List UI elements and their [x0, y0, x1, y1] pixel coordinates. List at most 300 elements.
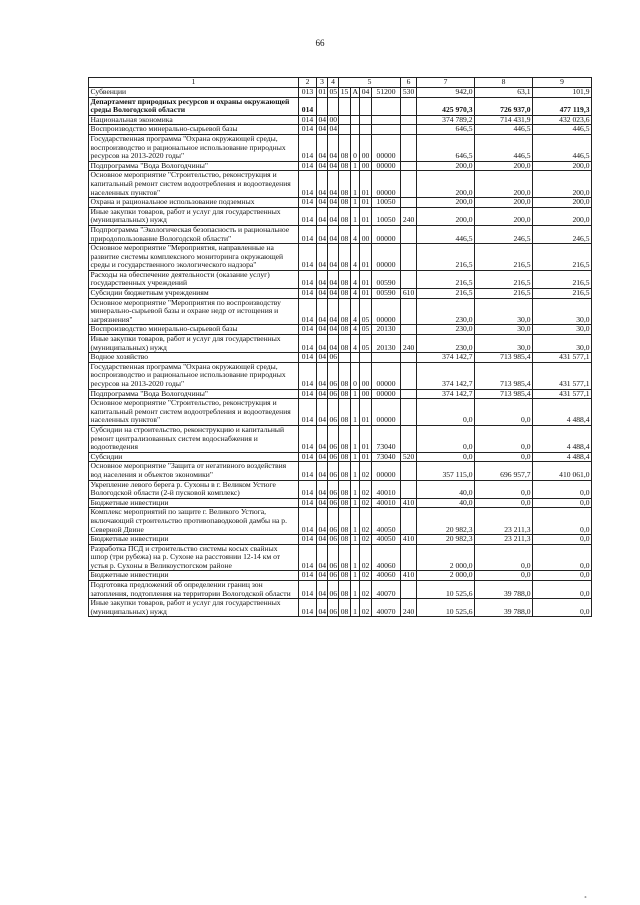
cell-b: 1 [351, 480, 360, 498]
cell-d: 00000 [372, 462, 401, 480]
cell-v1: 446,5 [417, 225, 475, 243]
scan-mark: ∘ [584, 895, 587, 901]
cell-v1: 2 000,0 [417, 571, 475, 581]
cell-v2: 216,5 [475, 270, 533, 288]
cell-b: 1 [351, 535, 360, 545]
cell-a: 08 [339, 581, 351, 599]
cell-p: 06 [328, 599, 339, 617]
cell-vr: 530 [401, 88, 417, 98]
table-row [89, 452, 592, 462]
cell-d: 40070 [372, 599, 401, 617]
cell-c: 01 [360, 207, 372, 225]
cell-d [372, 353, 401, 363]
cell-c: 01 [360, 425, 372, 452]
cell-a: 08 [339, 498, 351, 508]
cell-vr: 610 [401, 289, 417, 299]
cell-b: 1 [351, 198, 360, 208]
cell-v2: 713 985,4 [475, 389, 533, 399]
cell-a: 08 [339, 198, 351, 208]
table-row [89, 353, 592, 363]
cell-v1: 200,0 [417, 171, 475, 198]
cell-name: Субвенции [89, 88, 299, 98]
cell-d [372, 115, 401, 125]
cell-v3: 446,5 [533, 134, 592, 161]
cell-c: 02 [360, 599, 372, 617]
cell-c: 01 [360, 171, 372, 198]
cell-v1: 216,5 [417, 244, 475, 271]
cell-p: 04 [328, 270, 339, 288]
table-row [89, 425, 592, 452]
cell-v2: 0,0 [475, 480, 533, 498]
cell-p: 06 [329, 498, 338, 507]
cell-r: 04 [318, 389, 327, 398]
cell-v3: 477 119,3 [533, 97, 592, 115]
cell-p: 04 [328, 134, 339, 161]
cell-a: 08 [339, 599, 351, 617]
cell-v3: 216,5 [533, 270, 592, 288]
cell-g: 014 [299, 207, 317, 225]
cell-c [360, 353, 372, 363]
table-row [89, 599, 592, 617]
cell-a: 08 [339, 452, 351, 462]
cell-c: 05 [360, 298, 372, 325]
cell-a [339, 353, 351, 363]
cell-v1: 20 982,3 [417, 535, 475, 545]
cell-vr [401, 161, 417, 171]
cell-c: 02 [360, 498, 372, 508]
cell-v2: 0,0 [475, 399, 533, 426]
cell-r: 04 [318, 161, 327, 170]
cell-v1: 200,0 [417, 207, 475, 225]
table-row [89, 270, 592, 288]
cell-v1: 40,0 [417, 498, 475, 508]
cell-a: 08 [339, 544, 351, 571]
cell-g: 014 [299, 571, 317, 581]
cell-v2: 23 211,3 [475, 508, 533, 535]
cell-b: 1 [351, 462, 360, 480]
cell-name: Государственная программа "Охрана окружающей среды, воспроизводство и рациональное использование природных ресурсов на 2013-2020 годы" [89, 362, 299, 389]
cell-p: 04 [328, 171, 339, 198]
table-row [89, 88, 592, 98]
cell-v3: 30,0 [533, 325, 592, 335]
table-row [89, 399, 592, 426]
cell-p: 06 [328, 581, 339, 599]
cell-v2: 0,0 [475, 544, 533, 571]
table-row [89, 207, 592, 225]
header-cell: 6 [401, 78, 417, 88]
cell-v1: 0,0 [417, 452, 475, 462]
cell-v2: 63,1 [475, 88, 533, 98]
table-body [89, 88, 592, 617]
cell-a: 08 [339, 571, 351, 581]
cell-vr [401, 125, 417, 135]
cell-b [351, 97, 360, 115]
cell-g: 014 [299, 425, 317, 452]
cell-c: 00 [360, 362, 372, 389]
cell-d: 00000 [372, 225, 401, 243]
cell-v1: 646,5 [417, 125, 475, 135]
budget-table-container [88, 77, 591, 617]
cell-r: 04 [318, 570, 327, 580]
cell-a: 08 [339, 508, 351, 535]
budget-table [88, 77, 592, 617]
cell-name: Основное мероприятие "Мероприятия по воспроизводству минерально-сырьевой базы и охране недр от истощения и загрязнения" [89, 298, 299, 325]
table-row [89, 535, 592, 545]
cell-name: Субсидии бюджетным учреждениям [89, 289, 299, 299]
cell-name: Охрана и рациональное использование подземных [89, 198, 299, 208]
cell-g: 014 [299, 244, 317, 271]
cell-d: 20130 [372, 335, 401, 353]
cell-p: 04 [329, 324, 338, 334]
cell-c [360, 115, 372, 125]
cell-r: 04 [318, 197, 327, 207]
header-row [89, 78, 592, 88]
page-number: 66 [315, 38, 325, 48]
cell-r: 04 [317, 298, 328, 325]
cell-v2: 200,0 [475, 171, 533, 198]
cell-r: 04 [317, 134, 328, 161]
cell-p: 06 [328, 508, 339, 535]
cell-c: 02 [360, 480, 372, 498]
cell-vr [401, 389, 417, 399]
cell-v3: 0,0 [533, 581, 592, 599]
cell-name: Основное мероприятие "Строительство, реконструкция и капитальный ремонт систем водоотребления и водоотведения населенных пунктов" [89, 171, 299, 198]
cell-d: 00000 [372, 399, 401, 426]
cell-r: 04 [317, 171, 328, 198]
cell-d [372, 125, 401, 135]
cell-v3: 431 577,1 [533, 353, 592, 363]
cell-v1: 230,0 [417, 298, 475, 325]
cell-v2: 446,5 [475, 134, 533, 161]
cell-v2: 39 788,0 [475, 599, 533, 617]
cell-d: 40060 [372, 571, 401, 581]
cell-v2: 714 431,9 [475, 115, 533, 125]
cell-a: 08 [339, 425, 351, 452]
cell-b: 1 [351, 544, 360, 571]
cell-v2: 713 985,4 [475, 353, 533, 363]
cell-d: 40010 [372, 480, 401, 498]
cell-v2: 246,5 [475, 225, 533, 243]
cell-v2: 30,0 [475, 298, 533, 325]
cell-v1: 230,0 [417, 335, 475, 353]
header-cell: 4 [328, 78, 339, 88]
cell-g: 014 [299, 270, 317, 288]
cell-vr [401, 462, 417, 480]
cell-g: 014 [299, 462, 317, 480]
cell-d: 10050 [372, 198, 401, 208]
cell-vr [401, 544, 417, 571]
cell-p: 06 [329, 570, 338, 580]
cell-a: 08 [339, 480, 351, 498]
cell-name: Департамент природных ресурсов и охраны окружающей среды Вологодской области [89, 97, 299, 115]
cell-v1: 374 142,7 [417, 362, 475, 389]
cell-v2: 200,0 [475, 198, 533, 208]
cell-name: Иные закупки товаров, работ и услуг для государственных (муниципальных) нужд [89, 599, 299, 617]
cell-b: 1 [351, 161, 360, 171]
cell-name: Расходы на обеспечение деятельности (оказание услуг) государственных учреждений [89, 270, 299, 288]
cell-name: Укрепление левого берега р. Сухоны в г. Великом Устюге Вологодской области (2-й пусковой комплекс) [89, 480, 299, 498]
cell-name: Субсидии [89, 452, 299, 462]
table-row [89, 97, 592, 115]
cell-a: 08 [339, 389, 351, 399]
cell-g: 014 [299, 480, 317, 498]
cell-vr [401, 270, 417, 288]
cell-b: 1 [351, 508, 360, 535]
cell-b: 1 [351, 581, 360, 599]
cell-r: 04 [318, 498, 327, 507]
cell-r: 04 [317, 225, 328, 243]
cell-v1: 374 142,7 [417, 389, 475, 399]
cell-g: 014 [299, 161, 317, 171]
cell-c: 02 [360, 544, 372, 571]
cell-r: 04 [317, 480, 328, 498]
cell-b: 4 [351, 289, 360, 299]
cell-v1: 10 525,6 [417, 581, 475, 599]
cell-p: 04 [329, 197, 338, 207]
cell-vr: 410 [401, 571, 417, 581]
cell-b [351, 125, 360, 135]
cell-v3: 200,0 [533, 207, 592, 225]
cell-g: 014 [299, 399, 317, 426]
table-row [89, 581, 592, 599]
cell-v1: 230,0 [417, 325, 475, 335]
table-row [89, 134, 592, 161]
cell-b: 0 [351, 134, 360, 161]
table-row [89, 125, 592, 135]
cell-p: 06 [329, 534, 338, 544]
cell-v3: 0,0 [533, 508, 592, 535]
cell-v2: 30,0 [475, 325, 533, 335]
cell-p: 06 [328, 462, 339, 480]
cell-r: 04 [318, 115, 327, 124]
cell-d: 40070 [372, 581, 401, 599]
cell-v2: 216,5 [475, 244, 533, 271]
cell-name: Разработка ПСД и строительство системы косых свайных шпор (три рубежа) на р. Сухоне на расстоянии 12-14 км от устья р. Сухоны в Великоустюгском районе [89, 544, 299, 571]
cell-p: 06 [329, 352, 338, 362]
cell-p: 04 [328, 244, 339, 271]
cell-r: 04 [318, 452, 327, 461]
cell-vr [401, 134, 417, 161]
cell-p: 04 [328, 298, 339, 325]
cell-d: 20130 [372, 325, 401, 335]
cell-c: 01 [360, 270, 372, 288]
cell-p [328, 97, 339, 115]
cell-a: 08 [339, 298, 351, 325]
cell-p: 06 [328, 399, 339, 426]
cell-p: 05 [329, 87, 338, 96]
cell-c: 00 [360, 225, 372, 243]
table-row [89, 225, 592, 243]
cell-r: 04 [317, 581, 328, 599]
cell-b: 4 [351, 335, 360, 353]
cell-d: 00000 [372, 134, 401, 161]
cell-d: 00000 [372, 362, 401, 389]
cell-d: 51200 [372, 88, 401, 98]
cell-v3: 4 488,4 [533, 452, 592, 462]
cell-name: Воспроизводство минерально-сырьевой базы [89, 125, 299, 135]
cell-a [339, 125, 351, 135]
cell-v1: 10 525,6 [417, 599, 475, 617]
table-row [89, 289, 592, 299]
cell-g: 014 [299, 225, 317, 243]
table-row [89, 362, 592, 389]
cell-a: 08 [339, 225, 351, 243]
cell-a: 08 [339, 171, 351, 198]
cell-v1: 2 000,0 [417, 544, 475, 571]
cell-v1: 0,0 [417, 399, 475, 426]
cell-name: Основное мероприятие "Защита от негативного воздействия вод населения и объектов экономики" [89, 462, 299, 480]
cell-v3: 216,5 [533, 244, 592, 271]
cell-p: 06 [328, 480, 339, 498]
cell-c: 01 [360, 198, 372, 208]
cell-g: 014 [299, 97, 317, 115]
cell-r: 04 [318, 534, 327, 544]
cell-d: 40050 [372, 508, 401, 535]
cell-c: 00 [360, 134, 372, 161]
cell-g: 014 [299, 535, 317, 545]
table-row [89, 244, 592, 271]
cell-v3: 4 488,4 [533, 399, 592, 426]
cell-vr: 240 [401, 599, 417, 617]
cell-a: 08 [339, 270, 351, 288]
cell-c: 02 [360, 581, 372, 599]
table-row [89, 325, 592, 335]
cell-c: 00 [360, 161, 372, 171]
cell-name: Воспроизводство минерально-сырьевой базы [89, 325, 299, 335]
cell-p: 04 [328, 207, 339, 225]
cell-c: 02 [360, 571, 372, 581]
cell-b: 1 [351, 571, 360, 581]
cell-b: 1 [351, 425, 360, 452]
cell-r: 04 [317, 462, 328, 480]
cell-r: 01 [318, 87, 327, 96]
cell-v1: 942,0 [417, 88, 475, 98]
cell-v1: 216,5 [417, 289, 475, 299]
cell-b [351, 115, 360, 125]
table-row [89, 544, 592, 571]
header-cell: 5 [339, 78, 401, 88]
cell-v3: 0,0 [533, 535, 592, 545]
cell-vr [401, 97, 417, 115]
cell-p: 04 [329, 288, 338, 298]
table-row [89, 198, 592, 208]
cell-c: 02 [360, 508, 372, 535]
cell-v3: 101,9 [533, 88, 592, 98]
cell-v3: 410 061,0 [533, 462, 592, 480]
cell-v3: 0,0 [533, 498, 592, 508]
cell-c: 01 [360, 452, 372, 462]
cell-a: 08 [339, 335, 351, 353]
table-row [89, 571, 592, 581]
cell-vr [401, 325, 417, 335]
cell-c: 05 [360, 335, 372, 353]
cell-b: 1 [351, 498, 360, 508]
cell-p: 00 [329, 115, 338, 124]
cell-b: 4 [351, 225, 360, 243]
cell-g: 014 [299, 325, 317, 335]
table-row [89, 115, 592, 125]
cell-p: 04 [328, 335, 339, 353]
cell-b [351, 353, 360, 363]
cell-d: 00000 [372, 244, 401, 271]
cell-v2: 0,0 [475, 571, 533, 581]
cell-c [360, 97, 372, 115]
cell-d: 40060 [372, 544, 401, 571]
cell-g: 014 [299, 581, 317, 599]
cell-r: 04 [318, 288, 327, 298]
cell-d: 00000 [372, 298, 401, 325]
cell-vr: 410 [401, 535, 417, 545]
cell-v3: 0,0 [533, 480, 592, 498]
cell-name: Основное мероприятие "Мероприятия, направленные на развитие системы комплексного мониторинга окружающей среды и государственного экологического надзора" [89, 244, 299, 271]
cell-v3: 446,5 [533, 125, 592, 135]
cell-b: 4 [351, 298, 360, 325]
header-cell: 8 [475, 78, 533, 88]
cell-v2: 713 985,4 [475, 362, 533, 389]
cell-b: А [352, 87, 358, 96]
cell-v3: 200,0 [533, 161, 592, 171]
cell-vr [401, 508, 417, 535]
header-cell: 1 [89, 78, 299, 88]
cell-p: 04 [329, 124, 338, 134]
cell-c: 01 [360, 399, 372, 426]
cell-vr: 240 [401, 207, 417, 225]
cell-vr [401, 425, 417, 452]
cell-v2: 200,0 [475, 207, 533, 225]
cell-b: 4 [351, 325, 360, 335]
cell-c: 00 [360, 389, 372, 399]
cell-d: 40050 [372, 535, 401, 545]
cell-d: 10050 [372, 207, 401, 225]
cell-name: Подпрограмма "Экологическая безопасность и рациональное природопользование Вологодской области" [89, 225, 299, 243]
cell-v2: 0,0 [475, 425, 533, 452]
cell-vr [401, 225, 417, 243]
cell-name: Субсидии на строительство, реконструкцию и капитальный ремонт централизованных систем водоснабжения и водоотведения [89, 425, 299, 452]
cell-p: 06 [329, 452, 338, 461]
cell-g: 014 [299, 544, 317, 571]
cell-g: 013 [299, 88, 317, 98]
cell-vr [401, 353, 417, 363]
cell-d: 00000 [372, 161, 401, 171]
cell-a: 08 [339, 289, 351, 299]
cell-a: 08 [339, 161, 351, 171]
cell-name: Подпрограмма "Вода Вологодчины" [89, 161, 299, 171]
cell-d: 73040 [372, 425, 401, 452]
cell-a: 08 [339, 325, 351, 335]
cell-v1: 40,0 [417, 480, 475, 498]
cell-vr [401, 115, 417, 125]
cell-vr [401, 399, 417, 426]
cell-g: 014 [299, 389, 317, 399]
cell-d: 00000 [372, 171, 401, 198]
cell-d: 73040 [372, 452, 401, 462]
header-cell: 7 [417, 78, 475, 88]
cell-a: 08 [339, 207, 351, 225]
cell-g: 014 [299, 198, 317, 208]
cell-a [339, 97, 351, 115]
cell-v3: 4 488,4 [533, 425, 592, 452]
cell-v1: 20 982,3 [417, 508, 475, 535]
cell-r: 04 [317, 244, 328, 271]
cell-b: 0 [351, 362, 360, 389]
cell-a: 08 [339, 362, 351, 389]
cell-a: 08 [339, 244, 351, 271]
cell-name: Бюджетные инвестиции [89, 498, 299, 508]
cell-b: 1 [351, 207, 360, 225]
header-cell: 3 [317, 78, 328, 88]
cell-d [372, 97, 401, 115]
cell-v3: 216,5 [533, 289, 592, 299]
